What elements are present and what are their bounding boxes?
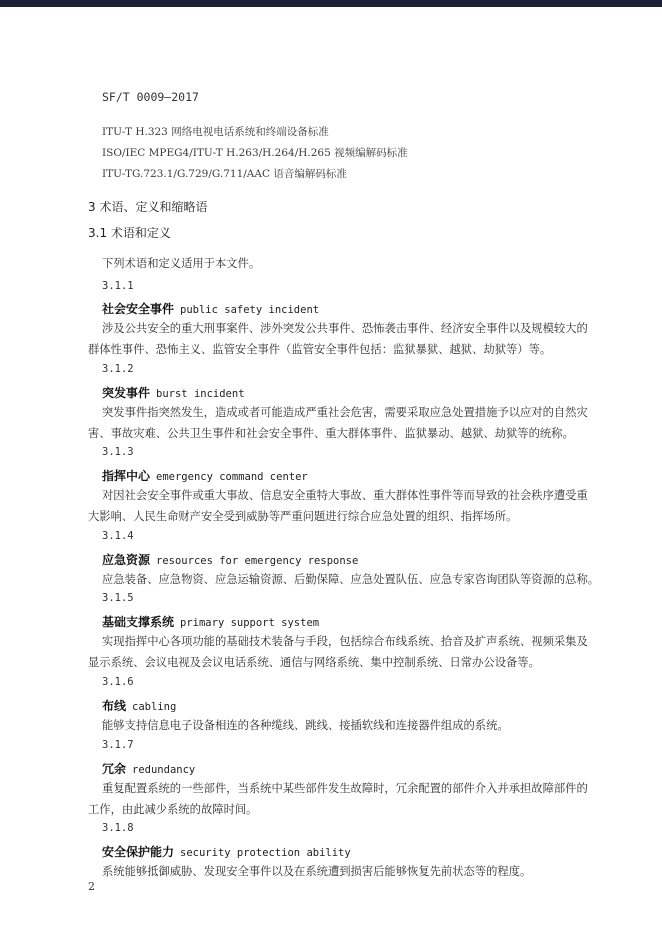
term-zh: 基础支撑系统 <box>102 615 175 629</box>
term-definition-line: 实现指挥中心各项功能的基础技术装备与手段，包括综合布线系统、拾音及扩声系统、视频采集及 <box>102 635 588 648</box>
standard-ref-audio: ITU-TG.723.1/G.729/G.711/AAC 语音编解码标准 <box>102 168 347 180</box>
term-en: emergency command center <box>156 471 308 483</box>
term-definition-line: 突发事件指突然发生，造成或者可能造成严重社会危害，需要采取应急处置措施予以应对的自然灾 <box>102 406 588 419</box>
term-number: 3.1.5 <box>102 592 134 604</box>
standard-ref-h323: ITU-T H.323 网络电视电话系统和终端设备标准 <box>102 126 329 138</box>
term-definition-line: 害、事故灾难、公共卫生事件和社会安全事件、重大群体事件、监狱暴动、越狱、劫狱等的统称。 <box>88 427 574 440</box>
term-number: 3.1.8 <box>102 822 134 834</box>
term-definition-line: 对因社会安全事件或重大事故、信息安全重特大事故、重大群体性事件等而导致的社会秩序遭受重 <box>102 489 588 502</box>
term-number: 3.1.6 <box>102 676 134 688</box>
term-number: 3.1.2 <box>102 363 134 375</box>
term-zh: 指挥中心 <box>102 469 151 483</box>
term-zh: 冗余 <box>102 762 127 776</box>
term-number: 3.1.3 <box>102 446 134 458</box>
term-heading <box>102 549 358 568</box>
term-number: 3.1.1 <box>102 280 134 292</box>
term-definition-line: 应急装备、应急物资、应急运输资源、后勤保障、应急处置队伍、应急专家咨询团队等资源的总称。 <box>102 573 600 586</box>
section-3-1-title: 3.1 术语和定义 <box>88 226 171 240</box>
term-heading <box>102 298 319 317</box>
term-en: security protection ability <box>180 847 351 859</box>
term-heading <box>102 465 308 484</box>
standard-ref-video: ISO/IEC MPEG4/ITU-T H.263/H.264/H.265 视频编解码标准 <box>102 147 408 159</box>
term-en: cabling <box>132 701 177 713</box>
term-heading <box>102 758 195 777</box>
term-heading <box>102 382 245 401</box>
term-zh: 布线 <box>102 699 127 713</box>
term-en: burst incident <box>156 388 245 400</box>
term-definition-line: 涉及公共安全的重大刑事案件、涉外突发公共事件、恐怖袭击事件、经济安全事件以及规模较大的 <box>102 322 588 335</box>
term-definition-line: 工作，由此减少系统的故障时间。 <box>88 803 258 816</box>
term-number: 3.1.7 <box>102 739 134 751</box>
term-zh: 安全保护能力 <box>102 845 175 859</box>
term-definition-line: 显示系统、会议电视及会议电话系统、通信与网络系统、集中控制系统、日常办公设备等。 <box>88 656 540 669</box>
term-en: redundancy <box>132 764 196 776</box>
term-zh: 社会安全事件 <box>102 302 175 316</box>
term-heading <box>102 841 351 860</box>
term-heading <box>102 611 319 630</box>
term-en: resources for emergency response <box>156 555 359 567</box>
page-number: 2 <box>88 880 95 893</box>
term-heading <box>102 695 176 714</box>
document-header: SF/T 0009—2017 <box>102 90 199 104</box>
term-definition-line: 能够支持信息电子设备相连的各种缆线、跳线、接插软线和连接器件组成的系统。 <box>102 719 509 732</box>
intro-text: 下列术语和定义适用于本文件。 <box>102 257 261 270</box>
term-en: public safety incident <box>180 304 320 316</box>
term-definition-line: 重复配置系统的一些部件，当系统中某些部件发生故障时，冗余配置的部件介入并承担故障部件的 <box>102 782 588 795</box>
term-number: 3.1.4 <box>102 530 134 542</box>
term-definition-line: 系统能够抵御威胁、发现安全事件以及在系统遭到损害后能够恢复先前状态等的程度。 <box>102 865 532 878</box>
section-3-title: 3 术语、定义和缩略语 <box>88 200 208 214</box>
term-definition-line: 大影响、人民生命财产安全受到威胁等严重问题进行综合应急处置的组织、指挥场所。 <box>88 510 518 523</box>
top-border <box>0 0 662 7</box>
term-definition-line: 群体性事件、恐怖主义、监管安全事件（监管安全事件包括：监狱暴狱、越狱、劫狱等）等。 <box>88 343 552 356</box>
term-zh: 应急资源 <box>102 553 151 567</box>
term-en: primary support system <box>180 617 320 629</box>
term-zh: 突发事件 <box>102 386 151 400</box>
